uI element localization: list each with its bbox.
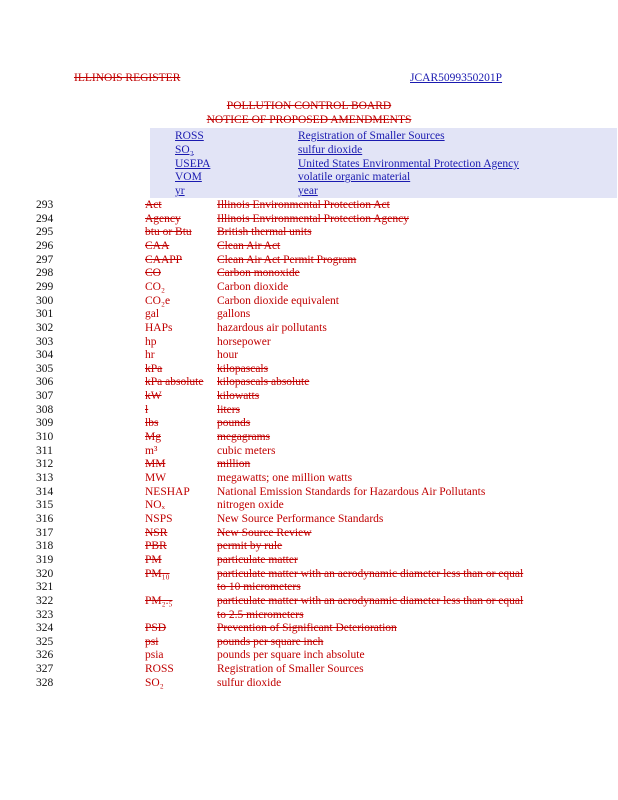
abbreviation: Agency [145, 212, 181, 225]
boxed-abbreviation: SO₂ [175, 143, 194, 156]
line-number: 303 [36, 335, 54, 348]
definition: New Source Performance Standards [217, 512, 384, 525]
line-number: 312 [36, 458, 54, 471]
board-title: POLLUTION CONTROL BOARD [226, 100, 392, 112]
definition: hour [217, 349, 239, 362]
abbreviation: PSD [145, 622, 167, 635]
boxed-abbreviation: yr [175, 185, 185, 198]
abbreviation: HAPs [145, 321, 173, 334]
definition: sulfur dioxide [217, 676, 282, 689]
abbreviation: hp [145, 335, 157, 348]
boxed-definition: volatile organic material [298, 171, 411, 184]
line-number: 305 [36, 362, 54, 375]
abbreviation: kPa absolute [145, 376, 204, 389]
abbreviation: CAAPP [145, 253, 183, 266]
line-number: 311 [36, 444, 53, 457]
line-number: 325 [36, 635, 54, 648]
definition: kilopascals absolute [217, 376, 310, 389]
abbreviation: ROSS [145, 663, 174, 676]
definition: particulate matter [217, 553, 298, 566]
definition: hazardous air pollutants [217, 321, 327, 334]
definition: Illinois Environmental Protection Agency [217, 212, 409, 225]
document-id: JCAR5099350201P [410, 72, 503, 84]
line-number: 309 [36, 417, 54, 430]
abbreviation: NOₓ [145, 499, 165, 512]
definition: kilowatts [217, 390, 260, 403]
definition: nitrogen oxide [217, 499, 284, 512]
definition: particulate matter with an aerodynamic diameter less than or equal [217, 594, 524, 607]
abbreviation: kPa [145, 362, 163, 375]
line-number: 322 [36, 594, 54, 607]
line-number: 301 [36, 308, 54, 321]
definition: pounds per square inch [217, 635, 324, 648]
definition: liters [217, 403, 240, 416]
abbreviation: PM₂.₅ [145, 594, 173, 607]
line-number: 321 [36, 581, 54, 594]
line-number: 320 [36, 567, 54, 580]
abbreviation: lbs [145, 417, 159, 430]
definition: Clean Air Act [217, 239, 281, 252]
line-number: 295 [36, 226, 54, 239]
abbreviation: l [145, 403, 149, 416]
line-number: 293 [36, 199, 54, 211]
line-number: 299 [36, 280, 54, 293]
definition: Carbon monoxide [217, 267, 300, 280]
definition: particulate matter with an aerodynamic diameter less than or equal [217, 567, 524, 580]
abbreviation: btu or Btu [145, 226, 192, 239]
boxed-definition: Registration of Smaller Sources [298, 130, 445, 142]
line-number: 296 [36, 239, 54, 252]
definition: megawatts; one million watts [217, 472, 353, 484]
abbreviation: MW [145, 472, 167, 484]
line-number: 313 [36, 472, 54, 484]
line-number: 304 [36, 349, 54, 362]
abbreviation: psia [145, 649, 164, 662]
abbreviation: CO [145, 267, 161, 280]
boxed-abbreviation: ROSS [175, 130, 204, 142]
line-number: 307 [36, 390, 54, 403]
definition: megagrams [217, 431, 271, 444]
boxed-abbreviation: VOM [175, 171, 202, 184]
definition: to 10 micrometers [217, 581, 301, 594]
abbreviation: kW [145, 390, 162, 403]
definition: British thermal units [217, 226, 312, 239]
boxed-abbreviation: USEPA [175, 157, 211, 170]
definition: permit by rule [217, 540, 283, 553]
definition: Registration of Smaller Sources [217, 663, 364, 676]
definition: horsepower [217, 335, 271, 348]
abbreviation: hr [145, 349, 155, 362]
line-number: 323 [36, 608, 54, 621]
abbreviation: psi [145, 635, 159, 648]
abbreviation: m³ [145, 444, 158, 457]
abbreviation: CO₂ [145, 280, 165, 293]
line-number: 300 [36, 294, 54, 307]
notice-title: NOTICE OF PROPOSED AMENDMENTS [206, 114, 412, 126]
definition: Carbon dioxide [217, 280, 289, 293]
line-number: 319 [36, 553, 54, 566]
abbreviation: NSR [145, 526, 168, 539]
definition: pounds [217, 417, 251, 430]
definition: to 2.5 micrometers [217, 608, 304, 621]
definition: New Source Review [217, 526, 312, 539]
definition: Clean Air Act Permit Program [217, 253, 357, 266]
line-number: 317 [36, 526, 54, 539]
abbreviation: PBR [145, 540, 167, 553]
line-number: 310 [36, 431, 54, 444]
definition: gallons [217, 308, 251, 321]
abbreviation: PM [145, 553, 162, 566]
boxed-definition: year [298, 185, 318, 198]
definition: National Emission Standards for Hazardous Air Pollutants [217, 485, 486, 498]
line-number: 308 [36, 403, 54, 416]
line-number: 306 [36, 376, 54, 389]
abbreviation: MM [145, 458, 166, 471]
definition: Carbon dioxide equivalent [217, 294, 339, 307]
abbreviation: CO₂e [145, 294, 171, 307]
boxed-definition: sulfur dioxide [298, 143, 363, 156]
line-number: 297 [36, 253, 54, 266]
line-number: 294 [36, 212, 54, 225]
line-number: 318 [36, 540, 54, 553]
line-number: 327 [36, 663, 54, 676]
definition: cubic meters [217, 444, 276, 457]
line-number: 328 [36, 676, 54, 689]
line-number: 326 [36, 649, 54, 662]
line-number: 324 [36, 622, 54, 635]
definition: pounds per square inch absolute [217, 649, 365, 662]
line-number: 315 [36, 499, 54, 512]
boxed-definition: United States Environmental Protection Agency [298, 157, 520, 170]
abbreviation: SO₂ [145, 676, 164, 689]
definition: million [217, 458, 251, 471]
abbreviation: CAA [145, 239, 170, 252]
abbreviation: NESHAP [145, 485, 190, 498]
abbreviation: gal [145, 308, 160, 321]
line-number: 316 [36, 512, 54, 525]
abbreviation: PM₁₀ [145, 567, 170, 580]
register-title: ILLINOIS REGISTER [74, 72, 181, 84]
abbreviation: NSPS [145, 512, 173, 525]
abbreviation: Act [145, 199, 162, 211]
line-number: 298 [36, 267, 54, 280]
abbreviation: Mg [145, 431, 161, 444]
line-number: 314 [36, 485, 54, 498]
definition: kilopascals [217, 362, 269, 375]
definition: Illinois Environmental Protection Act [217, 199, 390, 211]
definition: Prevention of Significant Deterioration [217, 622, 397, 635]
line-number: 302 [36, 321, 54, 334]
